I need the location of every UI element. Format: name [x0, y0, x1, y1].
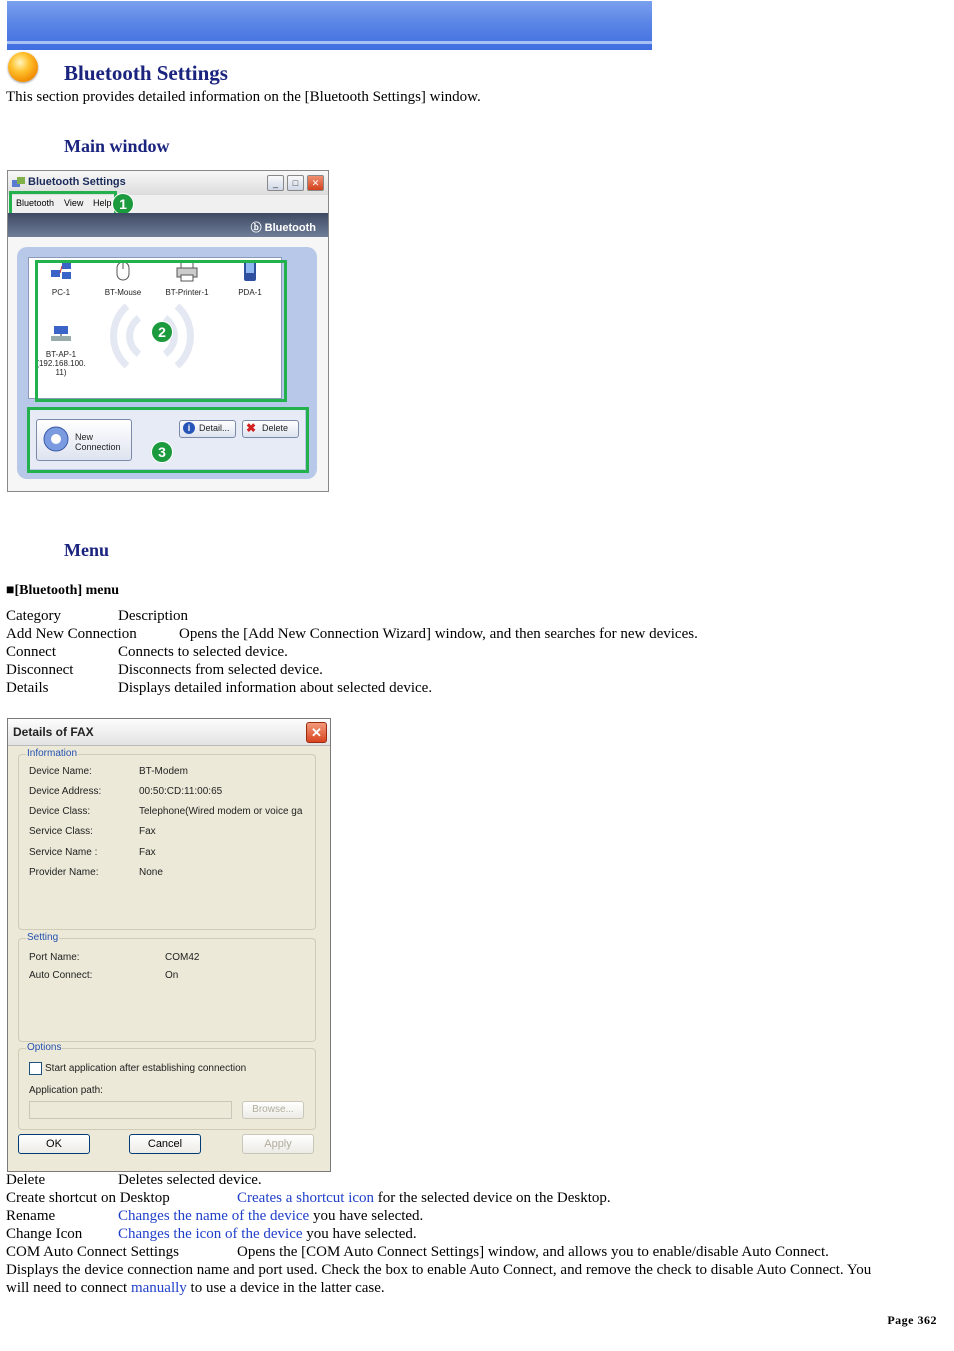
- main-window-heading: Main window: [64, 136, 170, 156]
- info-key: Device Name:: [29, 766, 92, 777]
- page-title: Bluetooth Settings: [64, 61, 228, 85]
- callout-1: 1: [112, 193, 134, 215]
- col-category: Category: [6, 608, 61, 624]
- para-text: to use a device in the latter case.: [186, 1280, 385, 1296]
- app-path-input[interactable]: [29, 1101, 232, 1119]
- page-number: Page 362: [887, 1313, 937, 1327]
- row-category: Rename: [6, 1208, 56, 1224]
- ok-button[interactable]: OK: [18, 1134, 90, 1154]
- dialog-titlebar: [8, 719, 330, 746]
- delete-button-label: Delete: [262, 423, 289, 433]
- info-value: None: [139, 867, 163, 878]
- delete-button[interactable]: [242, 420, 299, 438]
- dialog-title: Details of FAX: [13, 725, 94, 739]
- options-group-label: Options: [27, 1042, 62, 1053]
- info-key: Device Class:: [29, 806, 91, 817]
- row-category: Change Icon: [6, 1226, 83, 1242]
- device-label: BT-Printer-1: [165, 288, 209, 297]
- info-value: 00:50:CD:11:00:65: [139, 786, 223, 797]
- callout-2: 2: [151, 321, 173, 343]
- information-group-label: Information: [27, 748, 78, 759]
- row-description-text: for the selected device on the Desktop.: [374, 1190, 611, 1206]
- info-value: BT-Modem: [139, 766, 188, 777]
- callout-box-buttons: [27, 407, 309, 473]
- device-sublabel: (192.168.100.: [36, 359, 86, 368]
- close-button[interactable]: ✕: [307, 175, 324, 191]
- com-description-line1: Displays the device connection name and port used. Check the box to enable Auto Connect, and remove the check to disable Auto Connect. You: [6, 1262, 872, 1278]
- row-description: Connects to selected device.: [118, 644, 288, 660]
- information-group: [18, 754, 316, 930]
- new-connection-label: Connection: [75, 442, 121, 452]
- row-description-text: you have selected.: [302, 1226, 417, 1242]
- info-key: Device Address:: [29, 786, 102, 797]
- brand-bar: [8, 213, 328, 237]
- callout-3: 3: [151, 441, 173, 463]
- row-category: Connect: [6, 644, 56, 660]
- info-key: Service Class:: [29, 826, 93, 837]
- row-description: Disconnects from selected device.: [118, 662, 323, 678]
- shortcut-link[interactable]: Creates a shortcut icon: [237, 1190, 375, 1206]
- row-description: Opens the [COM Auto Connect Settings] window, and allows you to enable/disable Auto Connect.: [237, 1244, 829, 1260]
- rename-link[interactable]: Changes the name of the device: [118, 1208, 310, 1224]
- bluetooth-menu-subheading: ■[Bluetooth] menu: [6, 583, 120, 598]
- change-icon-link[interactable]: Changes the icon of the device: [118, 1226, 303, 1242]
- row-description: Deletes selected device.: [118, 1172, 262, 1188]
- setting-value: On: [165, 970, 179, 981]
- orange-orb-icon: [8, 52, 38, 82]
- device-sublabel: 11): [55, 368, 67, 377]
- row-description-text: you have selected.: [309, 1208, 424, 1224]
- info-value: Fax: [139, 826, 156, 837]
- para-text: will need to connect: [6, 1280, 131, 1296]
- row-category: COM Auto Connect Settings: [6, 1244, 179, 1260]
- header-banner: [7, 1, 652, 50]
- row-category: Create shortcut on Desktop: [6, 1190, 170, 1206]
- setting-group-label: Setting: [27, 932, 59, 943]
- start-app-checkbox[interactable]: [29, 1062, 42, 1075]
- apply-button[interactable]: Apply: [242, 1134, 314, 1154]
- setting-key: Auto Connect:: [29, 970, 93, 981]
- row-description: [118, 1208, 423, 1225]
- device-label: PC-1: [51, 288, 71, 297]
- info-icon: i: [183, 422, 195, 434]
- details-dialog: [7, 718, 331, 1172]
- maximize-button[interactable]: □: [287, 175, 304, 191]
- row-description: [118, 1226, 417, 1243]
- row-description: Displays detailed information about selected device.: [118, 680, 433, 696]
- info-value: Telephone(Wired modem or voice ga: [139, 806, 303, 817]
- bluetooth-settings-window: [7, 170, 329, 492]
- menu-view[interactable]: View: [64, 198, 84, 208]
- row-category: Disconnect: [6, 662, 74, 678]
- intro-text: This section provides detailed information on the [Bluetooth Settings] window.: [6, 89, 481, 105]
- row-category: Details: [6, 680, 49, 696]
- app-path-label: Application path:: [29, 1085, 103, 1096]
- row-description: Opens the [Add New Connection Wizard] window, and then searches for new devices.: [179, 626, 698, 642]
- col-description: Description: [118, 608, 188, 624]
- detail-button-label: Detail...: [199, 423, 230, 433]
- row-category: Delete: [6, 1172, 46, 1188]
- minimize-button[interactable]: _: [267, 175, 284, 191]
- menu-heading: Menu: [64, 540, 109, 560]
- menu-bluetooth[interactable]: Bluetooth: [16, 198, 55, 208]
- detail-button[interactable]: [179, 420, 236, 438]
- row-description: [237, 1190, 611, 1207]
- browse-button[interactable]: Browse...: [242, 1101, 304, 1119]
- device-label: BT-AP-1: [45, 350, 77, 359]
- info-key: Service Name :: [29, 847, 98, 858]
- delete-icon: ✖: [246, 421, 257, 435]
- device-label: BT-Mouse: [104, 288, 142, 297]
- cancel-button[interactable]: Cancel: [129, 1134, 201, 1154]
- setting-key: Port Name:: [29, 952, 80, 963]
- start-app-label: Start application after establishing connection: [45, 1063, 247, 1074]
- bluetooth-app-icon: [12, 177, 25, 189]
- menu-help[interactable]: Help: [93, 198, 112, 208]
- bluetooth-brand: ⓑ Bluetooth: [250, 222, 316, 234]
- setting-value: COM42: [165, 952, 200, 963]
- info-value: Fax: [139, 847, 156, 858]
- dialog-close-button[interactable]: ✕: [306, 722, 327, 743]
- new-connection-label: New: [75, 432, 94, 442]
- manually-link[interactable]: manually: [130, 1280, 187, 1296]
- com-description-line2: [6, 1280, 385, 1297]
- device-label: PDA-1: [238, 288, 262, 297]
- row-category: Add New Connection: [6, 626, 137, 642]
- window-title: Bluetooth Settings: [28, 176, 126, 188]
- info-key: Provider Name:: [29, 867, 99, 878]
